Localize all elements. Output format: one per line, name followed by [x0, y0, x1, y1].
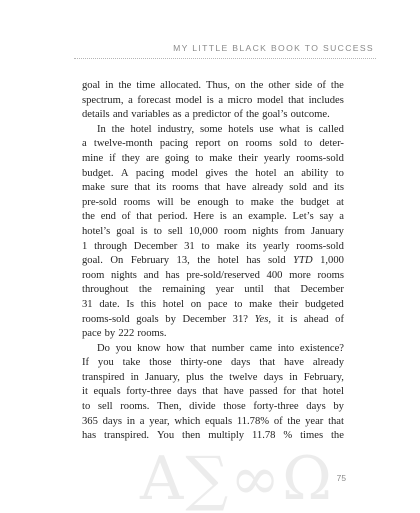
- text-line: [82, 283, 344, 298]
- word: budgeted: [305, 298, 344, 310]
- word: 13,: [176, 255, 190, 267]
- word: transpired.: [104, 430, 150, 442]
- word: rooms: [172, 182, 199, 194]
- word: the: [246, 109, 259, 121]
- text-line: [82, 269, 344, 284]
- word: will: [157, 196, 174, 208]
- word: 11.78%: [236, 415, 270, 427]
- word: hotels: [228, 123, 254, 135]
- word: days: [263, 371, 284, 383]
- word: rooms: [245, 138, 273, 150]
- paragraph-first-line: [82, 342, 344, 357]
- word: that: [134, 182, 151, 194]
- word: make: [82, 182, 105, 194]
- word: to: [304, 138, 313, 150]
- word: %: [283, 430, 293, 442]
- word: sell: [97, 401, 113, 413]
- word: until: [244, 284, 264, 296]
- word: room: [82, 269, 105, 281]
- word: rooms-sold: [82, 313, 130, 325]
- word: throughout: [82, 284, 129, 296]
- word: which: [174, 415, 201, 427]
- word: a: [139, 415, 145, 427]
- word: yearly: [262, 240, 290, 252]
- word: side: [295, 80, 313, 91]
- text-line: [82, 400, 344, 415]
- word: Is: [126, 298, 135, 310]
- word: pace: [208, 298, 228, 310]
- word: has: [82, 430, 97, 442]
- word: pace: [82, 328, 102, 340]
- word: it: [82, 386, 88, 398]
- word: the: [118, 80, 132, 91]
- word: rooms-sold: [296, 152, 344, 164]
- word: use: [259, 123, 274, 135]
- text-line: [82, 94, 344, 109]
- word: the: [111, 123, 125, 135]
- word: a: [82, 138, 87, 150]
- word: nights: [111, 269, 137, 281]
- word: budget.: [82, 167, 114, 179]
- text-line: [82, 415, 344, 430]
- word: other: [268, 80, 291, 91]
- word: is: [140, 225, 148, 237]
- word: say: [319, 211, 334, 223]
- word: of: [234, 109, 243, 121]
- word: Let’s: [292, 211, 314, 223]
- page-number: 75: [336, 473, 346, 483]
- word: to: [235, 196, 244, 208]
- word: equals: [93, 386, 121, 398]
- word: 31: [82, 298, 93, 310]
- word: the: [280, 196, 294, 208]
- word: forty-three: [253, 401, 299, 413]
- word: pre-sold: [82, 196, 117, 208]
- word: the: [235, 167, 248, 179]
- word: in: [126, 415, 136, 427]
- word: to: [153, 225, 162, 237]
- word: enough: [197, 196, 229, 208]
- word: is: [305, 123, 313, 135]
- word: that: [328, 415, 344, 427]
- word: mine: [82, 152, 104, 164]
- word: 31: [184, 240, 195, 252]
- greek-symbols-watermark: Α∑∞Ω: [140, 444, 334, 513]
- word: sold: [268, 255, 286, 267]
- word: room: [223, 225, 247, 237]
- word: make: [250, 196, 274, 208]
- word: goal’s: [262, 109, 288, 121]
- word: pacing: [159, 138, 189, 150]
- word: a: [218, 94, 224, 106]
- text-line: [82, 313, 344, 328]
- word: their: [278, 298, 299, 310]
- word: for: [283, 386, 296, 398]
- word: through: [94, 240, 128, 252]
- word: hotel: [255, 167, 277, 179]
- word: year,: [149, 415, 170, 427]
- word: in: [105, 80, 114, 91]
- word: Yes,: [254, 313, 271, 325]
- word: an: [283, 167, 294, 179]
- word: make: [249, 298, 273, 310]
- word: a: [184, 109, 190, 121]
- word: and: [143, 269, 159, 281]
- paragraph-first-line: [82, 123, 344, 138]
- word: if: [109, 152, 116, 164]
- word: the: [250, 80, 264, 91]
- word: you: [97, 357, 114, 369]
- word: that: [259, 357, 276, 369]
- word: on: [234, 80, 246, 91]
- word: by: [165, 313, 176, 325]
- word: in: [130, 371, 139, 383]
- text-line: [82, 137, 344, 152]
- word: gives: [205, 167, 228, 179]
- word: of: [335, 313, 344, 325]
- word: goal.: [82, 255, 103, 267]
- word: that: [204, 182, 221, 194]
- text-line: [82, 79, 344, 94]
- word: its: [333, 182, 344, 194]
- word: an: [232, 211, 243, 223]
- word: Then,: [157, 401, 182, 413]
- text-line: [82, 225, 344, 240]
- word: of: [121, 211, 131, 223]
- word: January,: [145, 371, 180, 383]
- word: hotel: [217, 255, 239, 267]
- word: that: [202, 386, 219, 398]
- word: twelve: [229, 371, 258, 383]
- word: days: [102, 415, 123, 427]
- word: on: [190, 298, 202, 310]
- word: Thus,: [206, 80, 230, 91]
- word: divide: [189, 401, 216, 413]
- word: has: [246, 255, 261, 267]
- word: their: [238, 152, 258, 164]
- word: includes: [308, 94, 344, 106]
- word: to: [201, 240, 210, 252]
- word: some: [199, 123, 223, 135]
- word: allocated.: [160, 80, 202, 91]
- word: by: [333, 401, 344, 413]
- text-line: [82, 181, 344, 196]
- running-head: MY LITTLE BLACK BOOK TO SUCCESS: [173, 43, 374, 53]
- word: make: [209, 152, 233, 164]
- word: ahead: [303, 313, 329, 325]
- word: days: [306, 401, 326, 413]
- word: 1: [82, 240, 88, 252]
- text-line: [82, 108, 344, 123]
- word: spectrum,: [82, 94, 124, 106]
- word: to: [195, 152, 204, 164]
- word: its: [156, 182, 167, 194]
- word: If: [82, 357, 90, 369]
- word: industry,: [157, 123, 195, 135]
- word: Do: [97, 342, 110, 354]
- word: this: [140, 298, 157, 310]
- word: number: [211, 342, 245, 354]
- text-line: [82, 327, 344, 342]
- word: December: [133, 240, 178, 252]
- word: and: [112, 109, 129, 121]
- word: rooms: [317, 269, 344, 281]
- word: is: [290, 313, 298, 325]
- word: outcome.: [290, 109, 330, 121]
- word: period.: [157, 211, 188, 223]
- word: sold: [279, 138, 297, 150]
- word: budget: [300, 196, 330, 208]
- word: they: [121, 152, 140, 164]
- word: to: [234, 298, 243, 310]
- word: forty-three: [126, 386, 172, 398]
- word: of: [273, 415, 283, 427]
- word: nights: [252, 225, 279, 237]
- word: YTD: [293, 255, 313, 267]
- word: the: [197, 255, 211, 267]
- word: multiply: [208, 430, 245, 442]
- word: report: [195, 138, 221, 150]
- text-line: [82, 240, 344, 255]
- word: You: [156, 430, 175, 442]
- word: transpired: [82, 371, 125, 383]
- word: rooms.: [120, 401, 150, 413]
- word: pacing: [135, 167, 165, 179]
- word: has: [165, 269, 180, 281]
- word: in: [289, 371, 298, 383]
- word: be: [180, 196, 191, 208]
- word: micro: [227, 94, 253, 106]
- word: came: [249, 342, 273, 354]
- word: it: [277, 313, 284, 325]
- word: from: [284, 225, 305, 237]
- word: time: [136, 80, 156, 91]
- word: end: [100, 211, 116, 223]
- body-text: [82, 79, 344, 444]
- word: year: [215, 284, 234, 296]
- word: a: [128, 94, 133, 106]
- text-line: [82, 152, 344, 167]
- word: the: [82, 211, 95, 223]
- word: know: [137, 342, 161, 354]
- word: have: [223, 386, 244, 398]
- word: sure: [110, 182, 129, 194]
- word: its: [246, 240, 257, 252]
- word: the: [138, 284, 152, 296]
- word: you: [115, 342, 132, 354]
- word: details: [82, 109, 110, 121]
- word: on: [227, 138, 239, 150]
- text-line: [82, 429, 344, 444]
- word: thirty-one: [180, 357, 223, 369]
- word: twelve-month: [93, 138, 153, 150]
- word: how: [166, 342, 185, 354]
- word: variables: [131, 109, 170, 121]
- word: goal: [82, 80, 101, 91]
- word: those: [149, 357, 172, 369]
- word: December: [300, 284, 344, 296]
- word: passed: [249, 386, 278, 398]
- text-line: [82, 210, 344, 225]
- header-dotted-rule: [74, 58, 376, 59]
- word: to: [335, 167, 344, 179]
- word: model: [171, 167, 198, 179]
- word: February,: [303, 371, 344, 383]
- word: sold: [289, 182, 307, 194]
- word: Here: [193, 211, 214, 223]
- text-line: [82, 167, 344, 182]
- word: equals: [205, 415, 233, 427]
- word: hotel: [322, 386, 344, 398]
- word: make: [216, 240, 240, 252]
- word: sell: [168, 225, 183, 237]
- word: 11.78: [252, 430, 276, 442]
- word: hotel: [130, 123, 152, 135]
- word: 31?: [232, 313, 248, 325]
- word: hotel: [162, 298, 184, 310]
- word: goal: [116, 225, 135, 237]
- word: that: [288, 94, 304, 106]
- word: take: [122, 357, 141, 369]
- word: that: [190, 342, 207, 354]
- word: 1,000: [320, 255, 344, 267]
- text-line: [82, 254, 344, 269]
- word: deter-: [319, 138, 344, 150]
- word: plus: [186, 371, 204, 383]
- word: yearly: [263, 152, 291, 164]
- word: going: [164, 152, 190, 164]
- word: pre-sold/reserved: [186, 269, 260, 281]
- text-line: [82, 196, 344, 211]
- word: have: [226, 182, 247, 194]
- word: is: [206, 94, 214, 106]
- word: ability: [301, 167, 329, 179]
- word: at: [336, 196, 344, 208]
- word: already: [252, 182, 284, 194]
- word: February: [130, 255, 170, 267]
- word: a: [339, 211, 344, 223]
- word: called: [318, 123, 344, 135]
- word: 10,000: [188, 225, 218, 237]
- word: 365: [82, 415, 98, 427]
- word: model: [256, 94, 284, 106]
- text-line: [82, 371, 344, 386]
- word: that: [136, 211, 153, 223]
- word: into: [277, 342, 295, 354]
- word: times: [300, 430, 324, 442]
- word: are: [145, 152, 159, 164]
- word: days: [177, 386, 197, 398]
- text-line: [82, 385, 344, 400]
- word: rooms: [123, 196, 151, 208]
- word: to: [82, 401, 91, 413]
- word: the: [330, 80, 344, 91]
- word: already: [312, 357, 344, 369]
- word: A: [120, 167, 129, 179]
- word: rooms-sold: [296, 240, 344, 252]
- word: forecast: [137, 94, 171, 106]
- word: In: [97, 123, 106, 135]
- word: those: [223, 401, 246, 413]
- word: then: [182, 430, 201, 442]
- word: date.: [99, 298, 120, 310]
- word: have: [283, 357, 304, 369]
- word: model: [175, 94, 203, 106]
- word: December: [182, 313, 227, 325]
- word: goals: [136, 313, 159, 325]
- word: that: [274, 284, 290, 296]
- word: predictor: [192, 109, 231, 121]
- word: as: [172, 109, 182, 121]
- word: by: [104, 328, 116, 340]
- word: and: [312, 182, 329, 194]
- word: January: [310, 225, 344, 237]
- word: year: [305, 415, 324, 427]
- word: the: [210, 371, 223, 383]
- word: rooms.: [137, 328, 167, 340]
- text-line: [82, 298, 344, 313]
- word: of: [317, 80, 326, 91]
- word: existence?: [299, 342, 344, 354]
- word: the: [287, 415, 301, 427]
- word: hotel’s: [82, 225, 111, 237]
- word: remaining: [162, 284, 206, 296]
- word: 400: [266, 269, 283, 281]
- text-line: [82, 356, 344, 371]
- word: is: [219, 211, 227, 223]
- word: the: [330, 430, 344, 442]
- word: 222: [118, 328, 135, 340]
- word: On: [110, 255, 124, 267]
- word: days: [230, 357, 251, 369]
- word: that: [301, 386, 318, 398]
- word: more: [289, 269, 311, 281]
- word: example.: [248, 211, 287, 223]
- word: what: [279, 123, 300, 135]
